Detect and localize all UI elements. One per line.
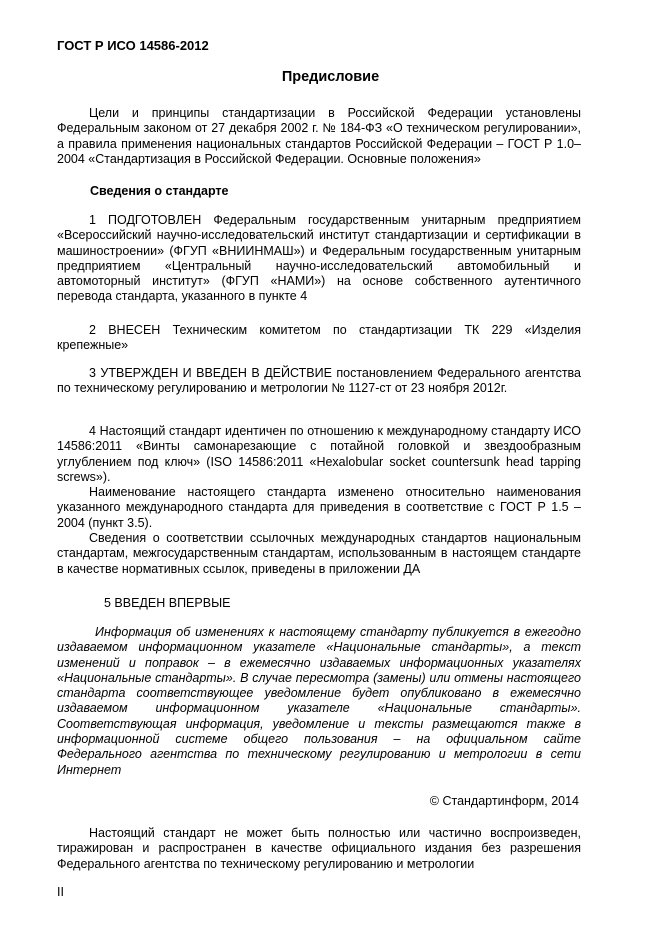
item-3-text: 3 УТВЕРЖДЕН И ВВЕДЕН В ДЕЙСТВИЕ постановлением Федерального агентства по техническому регулированию и метрологии № 1127-ст от 23 ноября 2012г. [57,366,581,396]
page-title: Предисловие [281,69,380,85]
item-4-text-3: Сведения о соответствии ссылочных международных стандартов национальным стандартам, межгосударственным стандартам, использованным в настоящем стандарте в качестве нормативных ссылок, приведены в приложении ДА [57,531,581,576]
reproduction-notice-text: Настоящий стандарт не может быть полностью или частично воспроизведен, тиражирован и распространен в качестве официального издания без разрешения Федерального агентства по техническому регулированию и метрологии [57,826,581,871]
item-2 [57,323,581,354]
intro-text: Цели и принципы стандартизации в Российской Федерации установлены Федеральным законом от 27 декабря 2002 г. № 184-ФЗ «О техническом регулировании», а правила применения национальных стандартов Российской Федерации – ГОСТ Р 1.0–2004 «Стандартизация в Российской Федерации. Основные положения» [57,106,581,166]
item-4-text-2: Наименование настоящего стандарта изменено относительно наименования указанного международного стандарта для приведения в соответствие с ГОСТ Р 1.5 –2004 (пункт 3.5). [57,485,581,530]
copyright-line: © Стандартинформ, 2014 [429,794,579,808]
intro-paragraph [57,106,581,167]
item-5: 5 ВВЕДЕН ВПЕРВЫЕ [104,596,231,610]
item-1-text: 1 ПОДГОТОВЛЕН Федеральным государственным унитарным предприятием «Всероссийский научно-исследовательский институт стандартизации и сертификации в машиностроении» (ФГУП «ВНИИНМАШ») и Федеральным государственным унитарным предприятием «Центральный научно-исследовательский автомобильный и автомоторный институт» (ФГУП «НАМИ») на основе собственного аутентичного перевода стандарта, указанного в пункте 4 [57,213,581,304]
page-number: II [57,885,64,899]
info-notice-text: Информация об изменениях к настоящему стандарту публикуется в ежегодно издаваемом информационном указателе «Национальные стандарты», а текст изменений и поправок – в ежемесячно издаваемых информационных указателях «Национальные стандарты». В случае пересмотра (замены) или отмены настоящего стандарта соответствующее уведомление будет опубликовано в ежемесячно издаваемом информационном указателе «Национальные стандарты». Соответствующая информация, уведомление и тексты размещаются также в информационной системе общего пользования – на официальном сайте Федерального агентства по техническому регулированию и метрологии в сети Интернет [57,625,581,777]
info-notice [57,625,581,778]
item-4 [57,424,581,577]
document-code: ГОСТ Р ИСО 14586-2012 [57,38,209,53]
standard-info-heading: Сведения о стандарте [90,184,229,198]
reproduction-notice [57,826,581,872]
item-1 [57,213,581,305]
item-2-text: 2 ВНЕСЕН Техническим комитетом по стандартизации ТК 229 «Изделия крепежные» [57,323,581,353]
item-4-text-1: 4 Настоящий стандарт идентичен по отношению к международному стандарту ИСО 14586:2011 «Винты самонарезающие с потайной головкой и звездообразным углублением под ключ» (ISO 14586:2011 «Hexalobular socket countersunk head tapping screws»). [57,424,581,484]
item-3 [57,366,581,397]
